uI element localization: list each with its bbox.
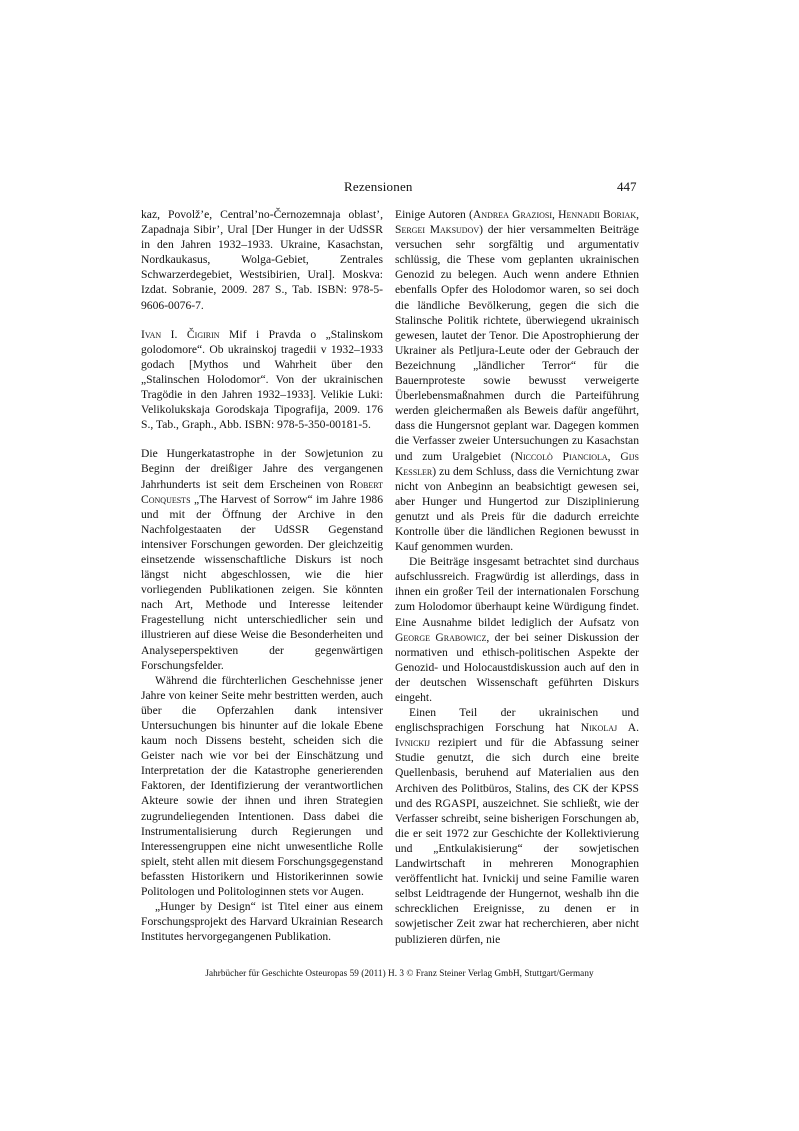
text-run: Die Hungerkatastrophe in der Sowjetunion zu Beginn der dreißiger Jahre des vergangenen Jahrhunderts ist seit dem Erscheinen von bbox=[141, 447, 383, 491]
page-number: 447 bbox=[617, 179, 637, 194]
text-run: Einige Autoren ( bbox=[395, 208, 473, 221]
text-run: rezipiert und für die Abfassung seiner Studie genutzt, die sich durch eine breite Quellenbasis, beruhend auf Materialien aus den Archiven des Politbüros, Stalins, des CK der KPSS und des RGASPI, auszeichnet. Sie schließt, wie der Verfasser schreibt, seine bisherigen Forschungen ab, die er seit 1972 zur Geschichte der Kollektivierung und „Entkulakisierung“ der sowjetischen Landwirtschaft in mehreren Monographien veröffentlicht hat. Ivnickij und seine Familie waren selbst Leidtragende der Hungernot, weshalb ihn die schrecklichen Ereignisse, zu denen er in sowjetischer Zeit zwar hat recherchieren, aber nicht publizieren dürfen, nie bbox=[395, 736, 639, 946]
cited-authors: Niccolò Pianciola, Gijs Kessler bbox=[395, 449, 639, 478]
running-header-title: Rezensionen bbox=[344, 179, 413, 194]
cited-author: Nikolaj A. Ivnickij bbox=[395, 721, 639, 750]
text-run: Einen Teil der ukrainischen und englischsprachigen Forschung hat bbox=[395, 706, 639, 735]
page-footer: Jahrbücher für Geschichte Osteuropas 59 (2011) H. 3 © Franz Steiner Verlag GmbH, Stuttgart/Germany bbox=[205, 968, 594, 978]
bibliographic-entry-1: kaz, Povolž’e, Central’no-Černozemnaja oblast’, Zapadnaja Sibir’, Ural [Der Hunger in der UdSSR in den Jahren 1932–1933. Ukraine, Kasachstan, Nordkaukasus, Wolga-Gebiet, Zentrales Schwarzerdegebiet, Westsibirien, Ural]. Moskva: Izdat. Sobranie, 2009. 287 S., Tab. ISBN: 978-5-9606-0076-7. bbox=[141, 208, 383, 312]
entry-details: Mif i Pravda o „Stalinskom golodomore“. Ob ukrainskoj tragedii v 1932–1933 godach [Mythos und Wahrheit über den „Stalinschen Holodomor“. Von der ukrainischen Tragödie in den Jahren 1932–1933]. Velikie Luki: Velikolukskaja Gorodskaja Tipografija, 2009. 176 S., Tab., Graph., Abb. ISBN: 978-5-350-00181-5. bbox=[141, 327, 383, 432]
left-column bbox=[141, 207, 383, 944]
body-paragraph: Während die fürchterlichen Geschehnisse jener Jahre von keiner Seite mehr bestritten werden, auch über die Opferzahlen dank intensiver Untersuchungen bis hinunter auf die lokale Ebene kaum noch Dissens besteht, scheiden sich die Geister nach wie vor bei der Einschätzung und Interpretation der die Katastrophe generierenden Faktoren, der Identifizierung der verantwortlichen Akteure sowie der ihnen und ihren Strategien zugrundeliegenden Intentionen. Dass dabei die Instrumentalisierung durch Regierungen und Interessengruppen eine nicht unwesentliche Rolle spielt, steht allen mit diesem Forschungsgegenstand befassten Historikern und Historikerinnen sowie Politologen und Politologinnen stets vor Augen. bbox=[141, 673, 383, 899]
body-paragraph bbox=[395, 207, 639, 554]
body-paragraph bbox=[141, 446, 383, 672]
cited-authors: Andrea Graziosi, Hennadii Boriak, Sergei Maksudov bbox=[395, 208, 639, 237]
cited-author: George Grabowicz bbox=[395, 630, 487, 644]
cited-author: Robert Conquests bbox=[141, 477, 383, 506]
body-paragraph: „Hunger by Design“ ist Titel einer aus einem Forschungsprojekt des Harvard Ukrainian Research Institutes hervorgegangenen Publikation. bbox=[141, 900, 383, 944]
right-column bbox=[395, 207, 639, 947]
text-run: ) der hier versammelten Beiträge versuchen sehr sorgfältig und argumentativ schlüssig, die These vom geplanten ukrainischen Genozid zu belegen. Auch wenn andere Ethnien ebenfalls Opfer des Holodomor waren, so sei doch die ländliche Bevölkerung, gegen die sich die Stalinsche Politik richtete, überwiegend ukrainisch gewesen, lautet der Tenor. Die Apostrophierung der Ukrainer als Petljura-Leute oder der Gebrauch der Bezeichnung „ländlicher Terror“ für die Bauernproteste sowie bewusst verweigerte Überlebensmaßnahmen durch die Parteiführung werden gleichermaßen als Beweis dafür angeführt, dass die Hungersnot geplant war. Dagegen kommen die Verfasser zweier Untersuchungen zu Kasachstan und zum Uralgebiet ( bbox=[395, 223, 639, 463]
text-run: „The Harvest of Sorrow“ im Jahre 1986 und mit der Öffnung der Archive in den Nachfolgestaaten der UdSSR Gegenstand intensiver Forschungen geworden. Der gleichzeitig einsetzende wissenschaftliche Diskurs ist noch längst nicht abgeschlossen, wie die hier vorliegenden Publikationen zeigen. Sie könnten nach Art, Methode und Interesse leitender Fragestellung nicht unterschiedlicher sein und illustrieren auf diese Weise die Besonderheiten und Analyseperspektiven der gegenwärtigen Forschungsfelder. bbox=[141, 492, 383, 672]
entry-author: Ivan I. Čigirin bbox=[141, 327, 220, 341]
text-run: Die Beiträge insgesamt betrachtet sind durchaus aufschlussreich. Fragwürdig ist allerdings, dass in ihnen ein großer Teil der internationalen Forschung zum Holodomor überhaupt keine Würdigung findet. Eine Ausnahme bildet lediglich der Aufsatz von bbox=[395, 555, 639, 629]
body-paragraph bbox=[395, 705, 639, 947]
text-run: ) zu dem Schluss, dass die Vernichtung zwar nicht von Anbeginn an beabsichtigt gewesen sei, aber Hunger und Hungertod zur Disziplinierung genutzt und als Preis für die dadurch erreichte Kontrolle über die ländlichen Regionen bewusst in Kauf genommen wurden. bbox=[395, 464, 639, 554]
body-paragraph bbox=[395, 554, 639, 705]
text-run: , der bei seiner Diskussion der normativen und ethisch-politischen Aspekte der Genozid- und Holocaustdiskussion auch auf den in der deutschen Wissenschaft geführten Diskurs eingeht. bbox=[395, 630, 639, 704]
bibliographic-entry-2 bbox=[141, 327, 383, 433]
